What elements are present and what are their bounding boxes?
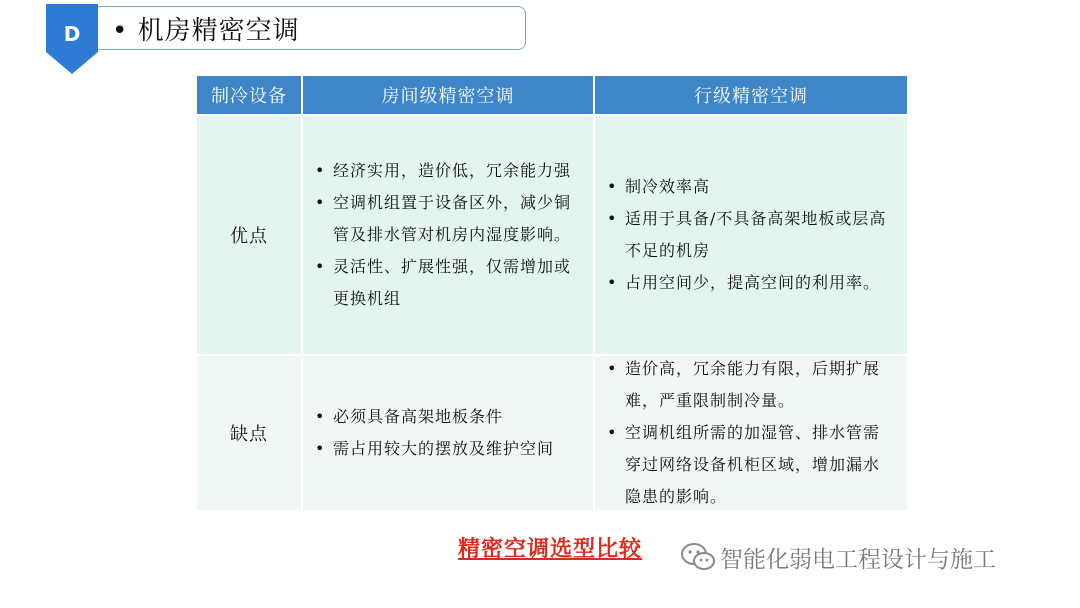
list-item: • 适用于具备/不具备高架地板或层高不足的机房 [605,203,895,267]
column-header-row-level: 行级精密空调 [694,86,808,107]
row-label-disadvantages: 缺点 [197,356,303,510]
list-item: • 占用空间少，提高空间的利用率。 [605,267,895,299]
column-header-room-level: 房间级精密空调 [303,76,595,114]
page-title: • 机房精密空调 [112,16,300,46]
comparison-table [197,76,907,510]
list-item: • 空调机组所需的加湿管、排水管需穿过网络设备机柜区域，增加漏水隐患的影响。 [605,417,895,513]
disadvantages-room-list [303,401,593,465]
watermark-text: 智能化弱电工程设计与施工 [720,546,996,573]
list-item: • 造价高，冗余能力有限，后期扩展难，严重限制制冷量。 [605,353,895,417]
watermark [680,540,996,574]
advantages-room-list [303,155,593,315]
column-header-equipment: 制冷设备 [197,76,303,114]
list-item: • 需占用较大的摆放及维护空间 [313,433,581,465]
list-item: • 经济实用，造价低，冗余能力强 [313,155,581,187]
list-item: • 空调机组置于设备区外，减少铜管及排水管对机房内湿度影响。 [313,187,581,251]
table-header-row [197,76,907,114]
list-item: • 必须具备高架地板条件 [313,401,581,433]
advantages-room-cell [303,116,595,354]
wechat-icon [680,542,716,572]
disadvantages-room-cell [303,356,595,510]
section-badge [46,4,98,74]
advantages-row-level-cell [595,116,907,354]
table-row-disadvantages [197,356,907,510]
disadvantages-row-level-list [595,353,907,513]
list-item: • 灵活性、扩展性强，仅需增加或更换机组 [313,251,581,315]
figure-caption: 精密空调选型比较 [458,537,643,562]
badge-letter: D [63,22,81,46]
table-row-advantages [197,116,907,354]
row-label-advantages: 优点 [197,116,303,354]
advantages-row-level-list [595,171,907,299]
disadvantages-row-level-cell [595,356,907,510]
list-item: • 制冷效率高 [605,171,895,203]
